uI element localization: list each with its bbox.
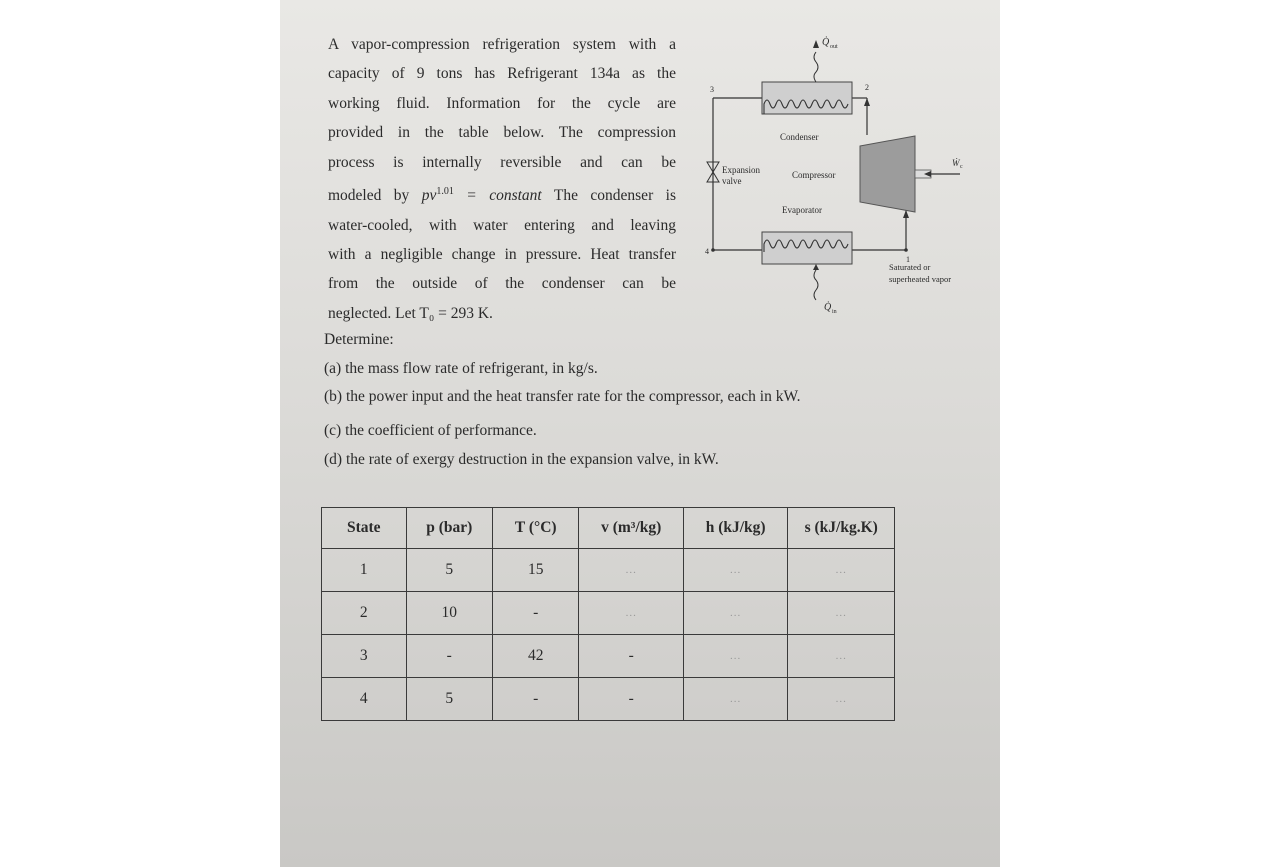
table-cell: 42 — [493, 635, 579, 678]
problem-line: with a negligible change in pressure. Heat transfer — [328, 246, 676, 263]
table-cell: 5 — [406, 549, 493, 592]
equation-suffix: The condenser is — [541, 187, 676, 205]
problem-line: capacity of 9 tons has Refrigerant 134a as the — [328, 65, 676, 83]
table-cell: 1 — [322, 549, 407, 592]
state-3-marker: 3 — [710, 85, 714, 94]
table-cell: ... — [683, 549, 787, 592]
equation-rhs: = constant — [453, 187, 542, 205]
table-row — [322, 549, 895, 592]
table-cell: 3 — [322, 635, 407, 678]
table-cell: 5 — [406, 678, 493, 721]
work-symbol: Ẇ — [952, 158, 960, 168]
table-cell: - — [406, 635, 493, 678]
problem-paragraph — [328, 30, 676, 328]
condenser-box — [762, 82, 852, 114]
expansion-label-2: valve — [722, 176, 742, 186]
q-in-sub: in — [832, 309, 837, 315]
table-row — [322, 635, 895, 678]
part-c: (c) the coefficient of performance. — [324, 422, 537, 439]
table-header-row — [322, 508, 895, 549]
compressor-label: Compressor — [792, 170, 836, 180]
table-cell: 2 — [322, 592, 407, 635]
state-2-marker: 2 — [865, 83, 869, 92]
determine-label: Determine: — [324, 331, 394, 348]
col-temperature: T (°C) — [493, 508, 579, 549]
evaporator-box — [762, 232, 852, 264]
table-cell: ... — [788, 678, 895, 721]
work-sub: c — [960, 164, 963, 170]
evaporator-label: Evaporator — [782, 205, 822, 215]
state-table — [321, 507, 895, 721]
equation-exponent: 1.01 — [436, 186, 454, 198]
problem-line-last: neglected. Let T₀ = 293 K. — [328, 304, 493, 322]
part-b: (b) the power input and the heat transfer rate for the compressor, each in kW. — [324, 388, 801, 405]
problem-line: water-cooled, with water entering and leaving — [328, 216, 676, 234]
col-state: State — [322, 508, 407, 549]
table-cell: - — [493, 592, 579, 635]
paper-sheet — [280, 0, 1000, 867]
table-cell: ... — [683, 635, 787, 678]
table-row — [322, 592, 895, 635]
q-out-symbol: Q̇ — [822, 37, 830, 48]
state-1-marker: 1 — [906, 255, 910, 264]
part-a: (a) the mass flow rate of refrigerant, in kg/s. — [324, 360, 598, 377]
q-in-symbol: Q̇ — [824, 302, 832, 313]
table-cell: - — [579, 635, 683, 678]
equation-math: pv — [421, 187, 437, 205]
table-cell: 10 — [406, 592, 493, 635]
equation-prefix: modeled by — [328, 187, 422, 205]
problem-line: provided in the table below. The compression — [328, 124, 676, 142]
table-cell: ... — [579, 549, 683, 592]
problem-line: process is internally reversible and can be — [328, 153, 676, 171]
condenser-label: Condenser — [780, 132, 819, 142]
table-cell: - — [579, 678, 683, 721]
col-specific-volume: v (m³/kg) — [579, 508, 683, 549]
saturated-label-1: Saturated or — [889, 262, 931, 272]
table-cell: - — [493, 678, 579, 721]
problem-line: from the outside of the condenser can be — [328, 275, 676, 293]
table-cell: ... — [788, 549, 895, 592]
problem-line: working fluid. Information for the cycle are — [328, 94, 676, 112]
col-entropy: s (kJ/kg.K) — [788, 508, 895, 549]
table-cell: ... — [579, 592, 683, 635]
problem-line: A vapor-compression refrigeration system with a — [328, 36, 676, 53]
table-cell: ... — [683, 592, 787, 635]
expansion-label-1: Expansion — [722, 165, 760, 175]
table-cell: ... — [683, 678, 787, 721]
col-enthalpy: h (kJ/kg) — [683, 508, 787, 549]
table-cell: ... — [788, 592, 895, 635]
compressor-shape — [860, 136, 915, 212]
col-pressure: p (bar) — [406, 508, 493, 549]
table-cell: 15 — [493, 549, 579, 592]
q-out-sub: out — [830, 44, 838, 50]
table-cell: ... — [788, 635, 895, 678]
saturated-label-2: superheated vapor — [889, 274, 952, 284]
problem-line-equation — [328, 177, 676, 211]
state-4-marker: 4 — [705, 247, 709, 256]
part-d: (d) the rate of exergy destruction in the expansion valve, in kW. — [324, 451, 719, 468]
refrigeration-cycle-diagram — [700, 20, 1000, 320]
table-row — [322, 678, 895, 721]
table-cell: 4 — [322, 678, 407, 721]
